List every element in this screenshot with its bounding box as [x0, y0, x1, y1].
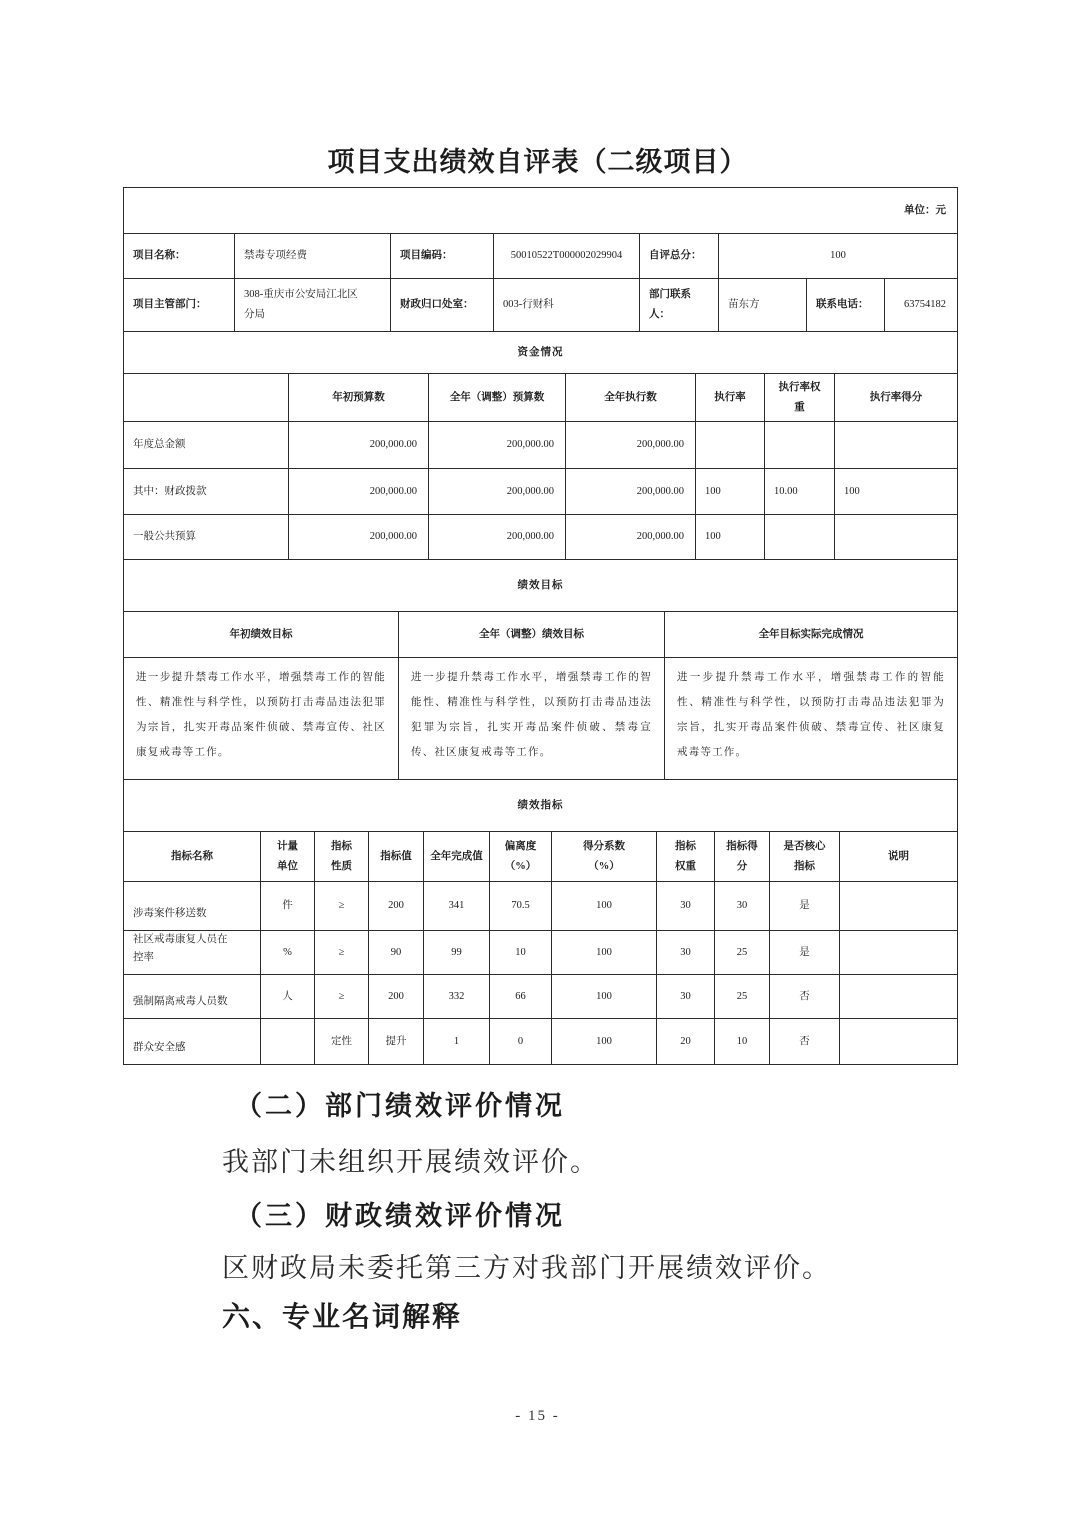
contact-label [639, 279, 718, 331]
funds-adjusted: 200,000.00 [428, 469, 565, 514]
indicator-weight: 20 [656, 1019, 714, 1064]
indicator-core: 是 [769, 931, 839, 974]
funds-row-label: 一般公共预算 [133, 531, 196, 542]
indicators-section-title: 绩效指标 [517, 799, 564, 811]
indicator-name [124, 931, 260, 974]
funds-header-executed: 全年执行数 [565, 374, 695, 421]
phone-value: 63754182 [884, 279, 957, 331]
indicator-core: 是 [769, 882, 839, 930]
funds-row-label: 年度总金额 [133, 439, 186, 450]
indicator-note [839, 882, 957, 930]
indicator-row [124, 974, 957, 1018]
funds-rate-score [834, 515, 957, 559]
ind-header-core [769, 832, 839, 881]
ind-header-unit-text: 计量单位 [277, 840, 298, 872]
indicator-deviation: 10 [489, 931, 551, 974]
indicator-nature: ≥ [314, 931, 368, 974]
funds-executed: 200,000.00 [565, 515, 695, 559]
funds-executed: 200,000.00 [565, 469, 695, 514]
project-info-row-2 [124, 278, 957, 331]
indicator-note [839, 1019, 957, 1064]
ind-header-score [714, 832, 769, 881]
section-heading-terminology: 六、专业名词解释 [222, 1301, 463, 1332]
ind-header-actual: 全年完成值 [423, 832, 489, 881]
indicator-name-text: 社区戒毒康复人员在控率 [133, 934, 228, 963]
funds-executed: 200,000.00 [565, 422, 695, 468]
funds-rate-score [834, 422, 957, 468]
contact-value: 苗东方 [718, 279, 806, 331]
indicator-target: 90 [368, 931, 423, 974]
page-number: - 15 - [515, 1408, 560, 1424]
funds-row-label: 其中：财政拨款 [133, 485, 207, 497]
funds-rate [695, 422, 764, 468]
funds-rate-weight [764, 515, 834, 559]
office-label: 财政归口处室： [390, 279, 493, 331]
funds-row-total [124, 421, 957, 468]
funds-rate-weight [764, 422, 834, 468]
funds-row-fiscal [124, 468, 957, 514]
funds-rate: 100 [695, 469, 764, 514]
project-info-row-1 [124, 233, 957, 278]
funds-rate: 100 [695, 515, 764, 559]
funds-section-title: 资金情况 [517, 346, 564, 358]
funds-section-row [124, 331, 957, 373]
goal-initial-text: 进一步提升禁毒工作水平，增强禁毒工作的智能性、精准性与科学性，以预防打击毒品违法犯罪为宗旨，扎实开毒品案件侦破、禁毒宣传、社区康复戒毒等工作。 [136, 672, 386, 758]
self-evaluation-table [123, 187, 958, 1065]
section-heading-fiscal-evaluation: （三）财政绩效评价情况 [235, 1201, 565, 1231]
ind-header-weight-text: 指标权重 [675, 840, 696, 872]
ind-header-nature-text: 指标性质 [331, 840, 352, 872]
indicator-deviation: 0 [489, 1019, 551, 1064]
indicator-score: 25 [714, 975, 769, 1018]
funds-initial: 200,000.00 [288, 515, 428, 559]
funds-rate-weight: 10.00 [764, 469, 834, 514]
indicator-core: 否 [769, 1019, 839, 1064]
ind-header-name: 指标名称 [171, 850, 213, 862]
funds-header-rate: 执行率 [695, 374, 764, 421]
indicator-row [124, 881, 957, 930]
indicators-section-row [124, 779, 957, 831]
funds-header-rate-weight [764, 374, 834, 421]
self-score-label: 自评总分： [639, 234, 718, 278]
funds-header-adjusted: 全年（调整）预算数 [428, 374, 565, 421]
indicator-nature: ≥ [314, 882, 368, 930]
indicator-target: 200 [368, 975, 423, 1018]
funds-adjusted: 200,000.00 [428, 515, 565, 559]
ind-header-note: 说明 [839, 832, 957, 881]
indicator-core: 否 [769, 975, 839, 1018]
indicator-weight: 30 [656, 931, 714, 974]
ind-header-weight [656, 832, 714, 881]
project-name-label: 项目名称： [133, 250, 186, 261]
office-value: 003-行财科 [493, 279, 639, 331]
indicator-actual: 332 [423, 975, 489, 1018]
indicator-coefficient: 100 [551, 1019, 656, 1064]
project-name-value: 禁毒专项经费 [234, 234, 390, 278]
goals-header-initial: 年初绩效目标 [229, 628, 293, 640]
indicator-score: 25 [714, 931, 769, 974]
funds-initial: 200,000.00 [288, 422, 428, 468]
indicator-name [124, 1019, 260, 1064]
indicator-deviation: 70.5 [489, 882, 551, 930]
funds-header-row [124, 373, 957, 421]
indicator-unit: 人 [260, 975, 314, 1018]
unit-note: 单位：元 [904, 204, 946, 216]
ind-header-core-text: 是否核心指标 [783, 840, 826, 872]
indicator-actual: 1 [423, 1019, 489, 1064]
goals-header-actual: 全年目标实际完成情况 [664, 612, 957, 657]
document-title: 项目支出绩效自评表（二级项目） [327, 147, 748, 177]
goals-text-row [124, 657, 957, 779]
indicator-weight: 30 [656, 882, 714, 930]
dept-value-text: 308-重庆市公安局江北区分局 [244, 289, 358, 320]
phone-label: 联系电话： [806, 279, 884, 331]
ind-header-target: 指标值 [368, 832, 423, 881]
indicator-name-text: 群众安全感 [133, 1042, 186, 1053]
indicator-score: 10 [714, 1019, 769, 1064]
funds-header-blank [124, 374, 288, 421]
indicator-score: 30 [714, 882, 769, 930]
contact-label-text: 部门联系人： [649, 289, 691, 320]
indicator-coefficient: 100 [551, 931, 656, 974]
dept-label: 项目主管部门： [133, 299, 207, 310]
project-code-label: 项目编码： [390, 234, 493, 278]
self-score-value: 100 [718, 234, 957, 278]
goals-header-row [124, 611, 957, 657]
indicator-nature: 定性 [314, 1019, 368, 1064]
funds-initial: 200,000.00 [288, 469, 428, 514]
funds-header-initial: 年初预算数 [288, 374, 428, 421]
indicator-deviation: 66 [489, 975, 551, 1018]
ind-header-unit [260, 832, 314, 881]
indicator-target: 提升 [368, 1019, 423, 1064]
paragraph-fiscal-evaluation: 区财政局未委托第三方对我部门开展绩效评价。 [222, 1253, 831, 1283]
section-heading-dept-evaluation: （二）部门绩效评价情况 [235, 1091, 565, 1121]
funds-adjusted: 200,000.00 [428, 422, 565, 468]
indicator-name [124, 882, 260, 930]
indicator-unit: 件 [260, 882, 314, 930]
goals-section-row [124, 559, 957, 611]
indicator-row [124, 1018, 957, 1064]
ind-header-nature [314, 832, 368, 881]
indicators-header-row [124, 831, 957, 881]
indicator-coefficient: 100 [551, 882, 656, 930]
indicator-weight: 30 [656, 975, 714, 1018]
indicator-coefficient: 100 [551, 975, 656, 1018]
unit-note-row [124, 188, 957, 233]
indicator-actual: 99 [423, 931, 489, 974]
indicator-name [124, 975, 260, 1018]
funds-header-rate-weight-text: 执行率权重 [778, 381, 821, 413]
indicator-unit: % [260, 931, 314, 974]
ind-header-coefficient-text: 得分系数（%） [583, 840, 625, 872]
funds-row-public-budget [124, 514, 957, 559]
ind-header-coefficient [551, 832, 656, 881]
funds-header-rate-score: 执行率得分 [834, 374, 957, 421]
indicator-name-text: 涉毒案件移送数 [133, 908, 207, 919]
goals-header-adjusted: 全年（调整）绩效目标 [398, 612, 664, 657]
indicator-note [839, 975, 957, 1018]
funds-rate-score: 100 [834, 469, 957, 514]
indicator-nature: ≥ [314, 975, 368, 1018]
dept-value [234, 279, 390, 331]
indicator-name-text: 强制隔离戒毒人员数 [133, 996, 228, 1007]
ind-header-score-text: 指标得分 [726, 840, 758, 872]
ind-header-deviation-text: 偏离度（%） [504, 840, 537, 872]
paragraph-dept-evaluation: 我部门未组织开展绩效评价。 [222, 1147, 599, 1177]
indicator-actual: 341 [423, 882, 489, 930]
ind-header-deviation [489, 832, 551, 881]
goal-adjusted-text: 进一步提升禁毒工作水平，增强禁毒工作的智能性、精准性与科学性，以预防打击毒品违法犯罪为宗旨，扎实开毒品案件侦破、禁毒宣传、社区康复戒毒等工作。 [398, 658, 664, 779]
indicator-target: 200 [368, 882, 423, 930]
indicator-unit [260, 1019, 314, 1064]
goals-section-title: 绩效目标 [517, 579, 564, 591]
indicator-row [124, 930, 957, 974]
project-code-value: 50010522T000002029904 [493, 234, 639, 278]
goal-actual-text: 进一步提升禁毒工作水平，增强禁毒工作的智能性、精准性与科学性，以预防打击毒品违法犯罪为宗旨，扎实开毒品案件侦破、禁毒宣传、社区康复戒毒等工作。 [664, 658, 957, 779]
indicator-note [839, 931, 957, 974]
